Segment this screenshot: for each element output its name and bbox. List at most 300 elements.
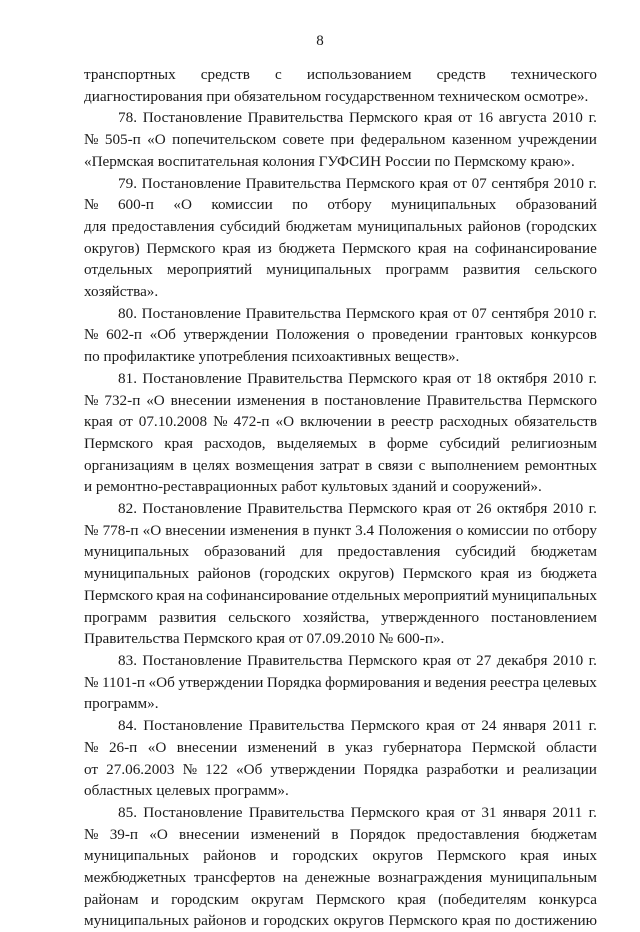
- text-line: [84, 498, 597, 520]
- text-line: [84, 672, 597, 694]
- word: края: [422, 500, 452, 518]
- word: в: [365, 456, 373, 474]
- word: из: [517, 565, 532, 583]
- word: районов: [193, 912, 247, 930]
- word: Пермского: [345, 304, 415, 322]
- word: «О: [142, 521, 162, 539]
- word: 122: [205, 760, 228, 778]
- word: отдельных: [331, 586, 401, 604]
- word: образований: [515, 196, 597, 214]
- word: выделяемых: [276, 434, 358, 452]
- word: с: [418, 456, 426, 474]
- word: в: [377, 413, 385, 431]
- word: средств: [436, 66, 486, 83]
- text-line: [84, 324, 597, 346]
- word: для: [300, 543, 323, 561]
- word: комиссии: [211, 196, 273, 214]
- word: федеральном: [360, 131, 446, 149]
- word: реестра: [489, 673, 540, 691]
- word: постановлением: [490, 608, 597, 626]
- word: Порядка: [266, 673, 322, 691]
- paragraph-79: [84, 173, 597, 303]
- word: мероприятий: [403, 586, 489, 604]
- word: края: [397, 890, 426, 908]
- word: Правительства: [247, 109, 344, 127]
- word: и: [506, 760, 515, 778]
- word: Постановление: [141, 304, 241, 322]
- word: края: [222, 239, 251, 257]
- word: 80.: [118, 304, 137, 322]
- text-line: [84, 802, 597, 824]
- text-line: [84, 411, 597, 433]
- word: №: [84, 673, 99, 691]
- text-line: [84, 194, 597, 216]
- word: 2010: [553, 174, 584, 192]
- text-line: [84, 910, 597, 932]
- word: 82.: [118, 500, 137, 518]
- paragraph-83: [84, 650, 597, 715]
- text-line: и ремонтно-реставрационных работ культовых зданий и сооружений».: [84, 478, 542, 496]
- word: денежные: [305, 869, 371, 887]
- word: сентября: [491, 174, 549, 192]
- word: 18: [476, 369, 492, 387]
- word: 07: [471, 174, 487, 192]
- word: городских: [292, 847, 359, 865]
- word: Пермского: [350, 803, 420, 821]
- word: постановление: [324, 391, 421, 409]
- word: края: [422, 651, 452, 669]
- text-line: [84, 563, 597, 585]
- text-line: [84, 390, 597, 412]
- word: Пермского: [345, 174, 415, 192]
- word: «О: [147, 131, 166, 149]
- word: Пермского: [84, 434, 154, 452]
- word: октября: [496, 500, 548, 518]
- word: сельского: [534, 261, 597, 279]
- word: муниципальных: [84, 912, 190, 930]
- word: попечительском: [172, 131, 277, 149]
- word: Пермского: [436, 847, 507, 865]
- text-line: [84, 715, 597, 737]
- word: края: [164, 434, 193, 452]
- word: и: [150, 890, 159, 908]
- word: 79.: [118, 174, 137, 192]
- word: затрат: [319, 456, 360, 474]
- word: по: [495, 912, 511, 930]
- word: технического: [510, 66, 597, 83]
- word: предоставления: [337, 543, 441, 561]
- word: муниципальных: [84, 847, 190, 865]
- word: с: [275, 66, 282, 83]
- word: «Об: [148, 673, 175, 691]
- word: районов: [203, 847, 257, 865]
- word: от: [456, 369, 471, 387]
- text-line: [84, 541, 597, 563]
- word: совете: [282, 131, 325, 149]
- word: субсидий: [455, 543, 516, 561]
- word: округам: [251, 890, 304, 908]
- word: Пермского: [402, 565, 472, 583]
- word: трансфертов: [193, 869, 276, 887]
- word: 2011: [552, 803, 583, 821]
- text-line: [84, 867, 597, 889]
- word: комиссии: [467, 521, 529, 539]
- word: конкурса: [538, 890, 597, 908]
- word: муниципальных: [84, 543, 190, 561]
- text-line: [84, 259, 597, 281]
- word: (победителям: [438, 890, 527, 908]
- word: отбору: [552, 521, 597, 539]
- word: №: [84, 738, 99, 756]
- word: 39-п: [109, 825, 139, 843]
- paragraph-84: [84, 715, 597, 802]
- word: Порядок: [349, 825, 406, 843]
- word: Положения: [378, 521, 452, 539]
- word: края: [84, 413, 113, 431]
- word: 07.10.2008: [138, 413, 208, 431]
- word: выполнением: [431, 456, 520, 474]
- word: края: [461, 912, 491, 930]
- text-line: [84, 650, 597, 672]
- word: октября: [496, 369, 548, 387]
- word: от: [456, 651, 471, 669]
- word: г.: [588, 717, 597, 735]
- word: 600-п: [117, 196, 154, 214]
- text-line: Правительства Пермского края от 07.09.2010 № 600-п».: [84, 630, 445, 648]
- word: бюджета: [540, 565, 597, 583]
- word: 07: [471, 304, 487, 322]
- word: 26-п: [108, 738, 138, 756]
- paragraph-78: [84, 107, 597, 172]
- word: края: [417, 239, 447, 257]
- word: 27.06.2003: [106, 760, 175, 778]
- word: 3.4: [355, 521, 375, 539]
- word: 2010: [552, 369, 584, 387]
- word: округов: [333, 912, 385, 930]
- word: сельского: [228, 608, 291, 626]
- word: образований: [204, 543, 286, 561]
- word: и: [423, 673, 432, 691]
- word: 2010: [552, 500, 584, 518]
- word: иных: [562, 847, 597, 865]
- word: края: [480, 565, 510, 583]
- word: «О: [149, 825, 168, 843]
- word: от: [456, 500, 471, 518]
- word: 81.: [118, 369, 137, 387]
- word: реестр: [390, 413, 434, 431]
- word: г.: [588, 651, 597, 669]
- word: о: [455, 521, 464, 539]
- word: 78.: [118, 109, 137, 127]
- word: конкурсов: [530, 326, 597, 344]
- word: Пермского: [388, 912, 458, 930]
- word: в: [302, 521, 310, 539]
- word: края: [419, 174, 449, 192]
- word: края: [426, 717, 455, 735]
- word: (городских: [526, 217, 597, 235]
- word: Пермского: [341, 239, 412, 257]
- word: религиозным: [511, 434, 597, 452]
- word: хозяйства,: [302, 608, 370, 626]
- word: (городских: [259, 565, 331, 583]
- word: изменений: [250, 825, 321, 843]
- word: расходных: [439, 413, 509, 431]
- text-line: [84, 455, 597, 477]
- word: края: [156, 586, 185, 604]
- word: января: [502, 717, 547, 735]
- word: казенном: [451, 131, 512, 149]
- word: Постановление: [142, 651, 242, 669]
- paragraph-81: [84, 368, 597, 498]
- word: возмещения: [235, 456, 314, 474]
- word: Постановление: [143, 803, 243, 821]
- word: «О: [147, 738, 167, 756]
- word: межбюджетных: [84, 869, 187, 887]
- word: области: [546, 738, 597, 756]
- word: в: [331, 825, 339, 843]
- word: 2011: [552, 717, 583, 735]
- word: от: [458, 109, 473, 127]
- word: предоставления: [111, 217, 215, 235]
- word: Правительства: [247, 369, 343, 387]
- word: Пермской: [471, 738, 536, 756]
- word: программ: [84, 608, 148, 626]
- text-line: [84, 585, 597, 607]
- word: Порядка: [363, 760, 419, 778]
- word: утверждении: [178, 673, 264, 691]
- word: Пермского: [527, 391, 597, 409]
- word: ведения: [435, 673, 487, 691]
- text-line: [84, 433, 597, 455]
- word: внесении: [176, 738, 238, 756]
- word: г.: [588, 803, 597, 821]
- word: использованием: [306, 66, 412, 83]
- word: сентября: [491, 304, 549, 322]
- word: на: [453, 239, 469, 257]
- word: внесении: [170, 391, 232, 409]
- word: г.: [588, 174, 597, 192]
- word: отдельных: [84, 261, 153, 279]
- word: муниципальных: [84, 565, 190, 583]
- word: Постановление: [143, 717, 243, 735]
- word: округов: [372, 847, 423, 865]
- word: 26: [476, 500, 492, 518]
- word: края: [422, 369, 452, 387]
- word: Правительства: [426, 391, 523, 409]
- word: городских: [263, 912, 330, 930]
- text-line: областных целевых программ».: [84, 782, 289, 800]
- paragraph-continuation: [84, 64, 597, 107]
- word: №: [84, 131, 99, 149]
- word: включении: [300, 413, 372, 431]
- word: 602-п: [106, 326, 143, 344]
- word: Пермского: [348, 651, 418, 669]
- word: внесении: [179, 825, 240, 843]
- word: бюджетам: [530, 825, 597, 843]
- word: внесении: [165, 521, 226, 539]
- word: 27: [476, 651, 492, 669]
- word: изменения: [229, 521, 299, 539]
- word: разработки: [426, 760, 499, 778]
- word: г.: [588, 304, 597, 322]
- word: развития: [462, 261, 521, 279]
- paragraph-80: [84, 303, 597, 368]
- word: Постановление: [142, 369, 242, 387]
- word: 16: [477, 109, 494, 127]
- word: предоставления: [416, 825, 520, 843]
- word: Правительства: [247, 500, 343, 518]
- word: вознаграждения: [377, 869, 483, 887]
- word: 732-п: [104, 391, 141, 409]
- word: реализации: [522, 760, 597, 778]
- word: Правительства: [248, 717, 345, 735]
- word: №: [84, 391, 99, 409]
- word: Правительства: [245, 174, 342, 192]
- word: грантовых: [455, 326, 524, 344]
- word: 2010: [553, 304, 584, 322]
- word: 31: [481, 803, 497, 821]
- word: №: [84, 825, 99, 843]
- word: обязательств: [514, 413, 597, 431]
- word: мероприятий: [166, 261, 253, 279]
- word: муниципальных: [357, 217, 463, 235]
- word: расходов,: [204, 434, 266, 452]
- word: организациям: [84, 456, 175, 474]
- word: Положения: [276, 326, 350, 344]
- word: №: [84, 521, 99, 539]
- word: января: [502, 803, 547, 821]
- word: №: [84, 326, 99, 344]
- word: отбору: [327, 196, 372, 214]
- word: форме: [386, 434, 429, 452]
- word: 1101-п: [102, 673, 146, 691]
- word: утверждении: [270, 760, 356, 778]
- word: округов): [338, 565, 395, 583]
- word: о: [357, 326, 365, 344]
- word: средств: [200, 66, 250, 83]
- word: округов): [84, 239, 140, 257]
- page-number: 8: [316, 33, 324, 49]
- word: 505-п: [104, 131, 141, 149]
- text-line: программ».: [84, 695, 159, 713]
- text-line: [84, 173, 597, 195]
- word: утверждении: [183, 326, 269, 344]
- text-line: [84, 107, 597, 129]
- word: г.: [588, 109, 597, 127]
- word: из: [257, 239, 272, 257]
- word: г.: [588, 500, 597, 518]
- word: «О: [275, 413, 295, 431]
- word: достижению: [515, 912, 597, 930]
- text-line: [84, 845, 597, 867]
- text-line: [84, 303, 597, 325]
- word: муниципальных: [266, 261, 372, 279]
- word: ремонтных: [524, 456, 597, 474]
- word: указ: [345, 738, 373, 756]
- word: Правительства: [245, 304, 342, 322]
- word: муниципальным: [489, 869, 597, 887]
- word: бюджетам: [530, 543, 597, 561]
- word: «О: [173, 196, 192, 214]
- word: целях: [192, 456, 230, 474]
- text-line: [84, 64, 597, 86]
- word: для: [84, 217, 107, 235]
- word: софинансирование: [206, 586, 329, 604]
- word: 472-п: [233, 413, 270, 431]
- text-line: [84, 216, 597, 238]
- word: развития: [158, 608, 217, 626]
- word: районов: [197, 565, 251, 583]
- text-line: «Пермская воспитательная колония ГУФСИН России по Пермскому краю».: [84, 152, 575, 170]
- word: по: [532, 521, 549, 539]
- word: Пермского: [315, 890, 385, 908]
- word: «Об: [149, 326, 176, 344]
- text-line: [84, 520, 597, 542]
- word: декабря: [496, 651, 548, 669]
- word: губернатора: [383, 738, 462, 756]
- word: Пермского: [84, 586, 154, 604]
- word: программ: [385, 261, 449, 279]
- text-line: [84, 238, 597, 260]
- word: пункт: [313, 521, 352, 539]
- word: проведении: [372, 326, 448, 344]
- word: софинансирование: [474, 239, 597, 257]
- word: г.: [588, 369, 597, 387]
- text-line: [84, 607, 597, 629]
- word: районов: [467, 217, 521, 235]
- word: субсидий: [439, 434, 500, 452]
- word: от: [461, 803, 476, 821]
- text-line: [84, 129, 597, 151]
- word: Пермского: [146, 239, 216, 257]
- word: бюджетам: [285, 217, 352, 235]
- word: Пермского: [348, 500, 418, 518]
- word: связи: [378, 456, 413, 474]
- document-body: [84, 64, 597, 932]
- word: 2010: [552, 109, 583, 127]
- word: 84.: [118, 717, 137, 735]
- word: августа: [498, 109, 547, 127]
- text-line: по профилактике употребления психоактивных веществ».: [84, 348, 460, 366]
- word: транспортных: [84, 66, 176, 83]
- word: изменений: [247, 738, 318, 756]
- word: муниципальных: [491, 586, 597, 604]
- word: от: [118, 413, 133, 431]
- word: изменения: [236, 391, 306, 409]
- word: целевых: [542, 673, 597, 691]
- text-line: [84, 824, 597, 846]
- word: Постановление: [142, 500, 242, 518]
- paragraph-82: [84, 498, 597, 650]
- word: края: [426, 803, 455, 821]
- text-line: диагностирования при обязательном государственном техническом осмотре».: [84, 87, 589, 105]
- word: по: [292, 196, 308, 214]
- word: Пермского: [350, 717, 420, 735]
- word: и: [270, 847, 279, 865]
- word: на: [188, 586, 203, 604]
- text-line: хозяйства».: [84, 283, 159, 301]
- word: №: [182, 760, 198, 778]
- word: края: [520, 847, 549, 865]
- paragraph-85: [84, 802, 597, 932]
- word: Пермского: [348, 109, 419, 127]
- word: «Об: [236, 760, 263, 778]
- word: Постановление: [142, 109, 242, 127]
- word: бюджета: [278, 239, 336, 257]
- text-line: [84, 368, 597, 390]
- word: в: [179, 456, 187, 474]
- word: и: [250, 912, 259, 930]
